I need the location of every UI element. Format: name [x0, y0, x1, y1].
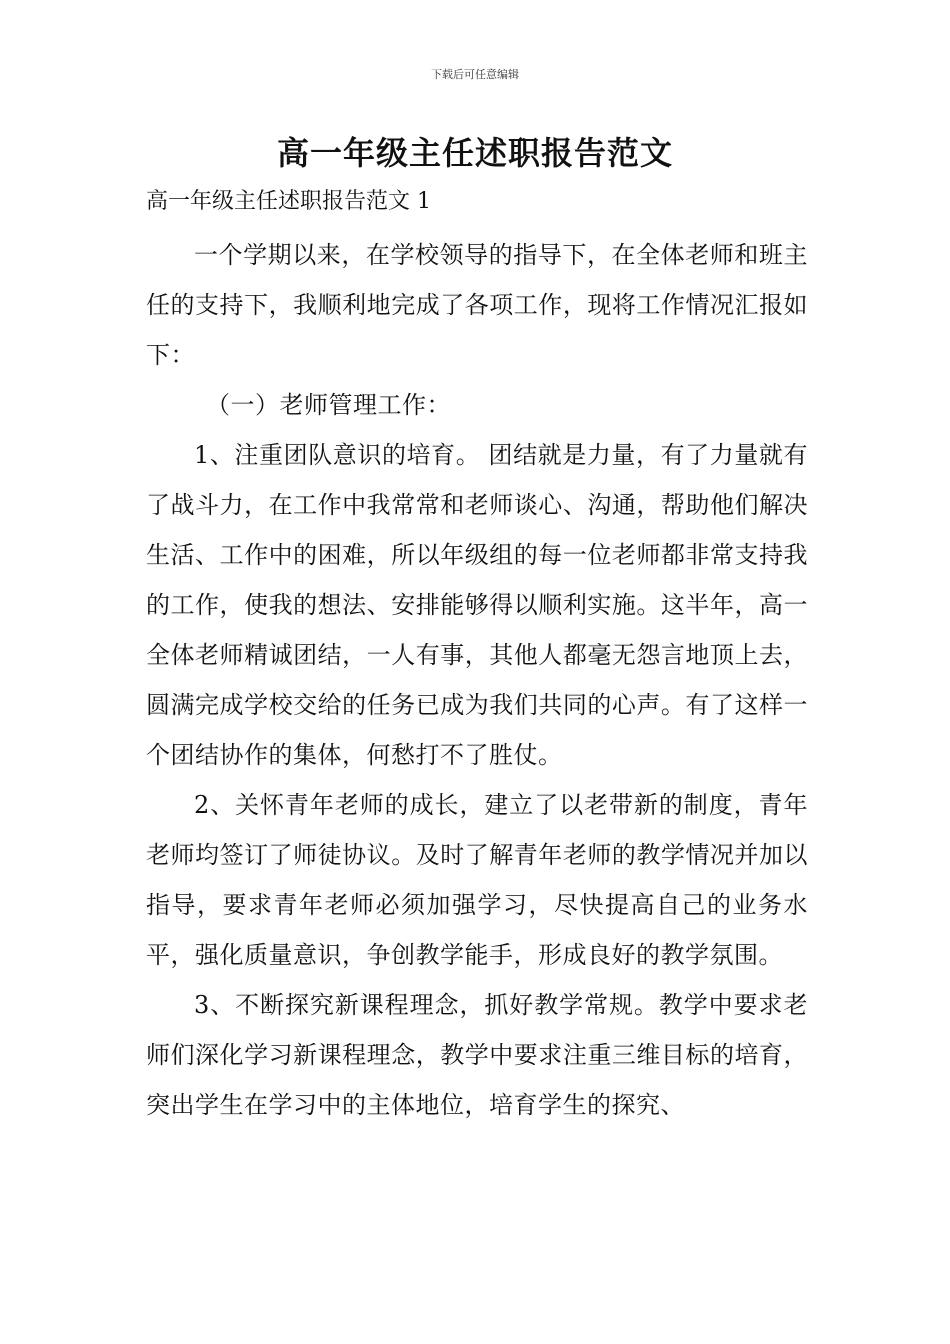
- paragraph-item-3: 3、不断探究新课程理念，抓好教学常规。教学中要求老师们深化学习新课程理念，教学中要求注重三维目标的培育，突出学生在学习中的主体地位，培育学生的探究、: [146, 991, 808, 1119]
- page-header-note: 下载后可任意编辑: [431, 68, 519, 81]
- document-subtitle: 高一年级主任述职报告范文 1: [146, 189, 431, 214]
- paragraph-item-2: 2、关怀青年老师的成长，建立了以老带新的制度，青年老师均签订了师徒协议。及时了解青年老师的教学情况并加以指导，要求青年老师必须加强学习，尽快提高自己的业务水平，强化质量意识，争创教学能手，形成良好的教学氛围。: [146, 791, 808, 969]
- document-body: [146, 230, 808, 1130]
- paragraph-section-heading: （一）老师管理工作：: [206, 391, 451, 419]
- paragraph-item-1: 1、注重团队意识的培育。 团结就是力量，有了力量就有了战斗力，在工作中我常常和老师谈心、沟通，帮助他们解决生活、工作中的困难，所以年级组的每一位老师都非常支持我的工作，使我的想法、安排能够得以顺利实施。这半年，高一全体老师精诚团结，一人有事，其他人都毫无怨言地顶上去，圆满完成学校交给的任务已成为我们共同的心声。有了这样一个团结协作的集体，何愁打不了胜仗。: [146, 441, 808, 769]
- document-title: 高一年级主任述职报告范文: [276, 134, 673, 172]
- paragraph-intro: 一个学期以来，在学校领导的指导下，在全体老师和班主任的支持下，我顺利地完成了各项工作，现将工作情况汇报如下：: [146, 241, 808, 369]
